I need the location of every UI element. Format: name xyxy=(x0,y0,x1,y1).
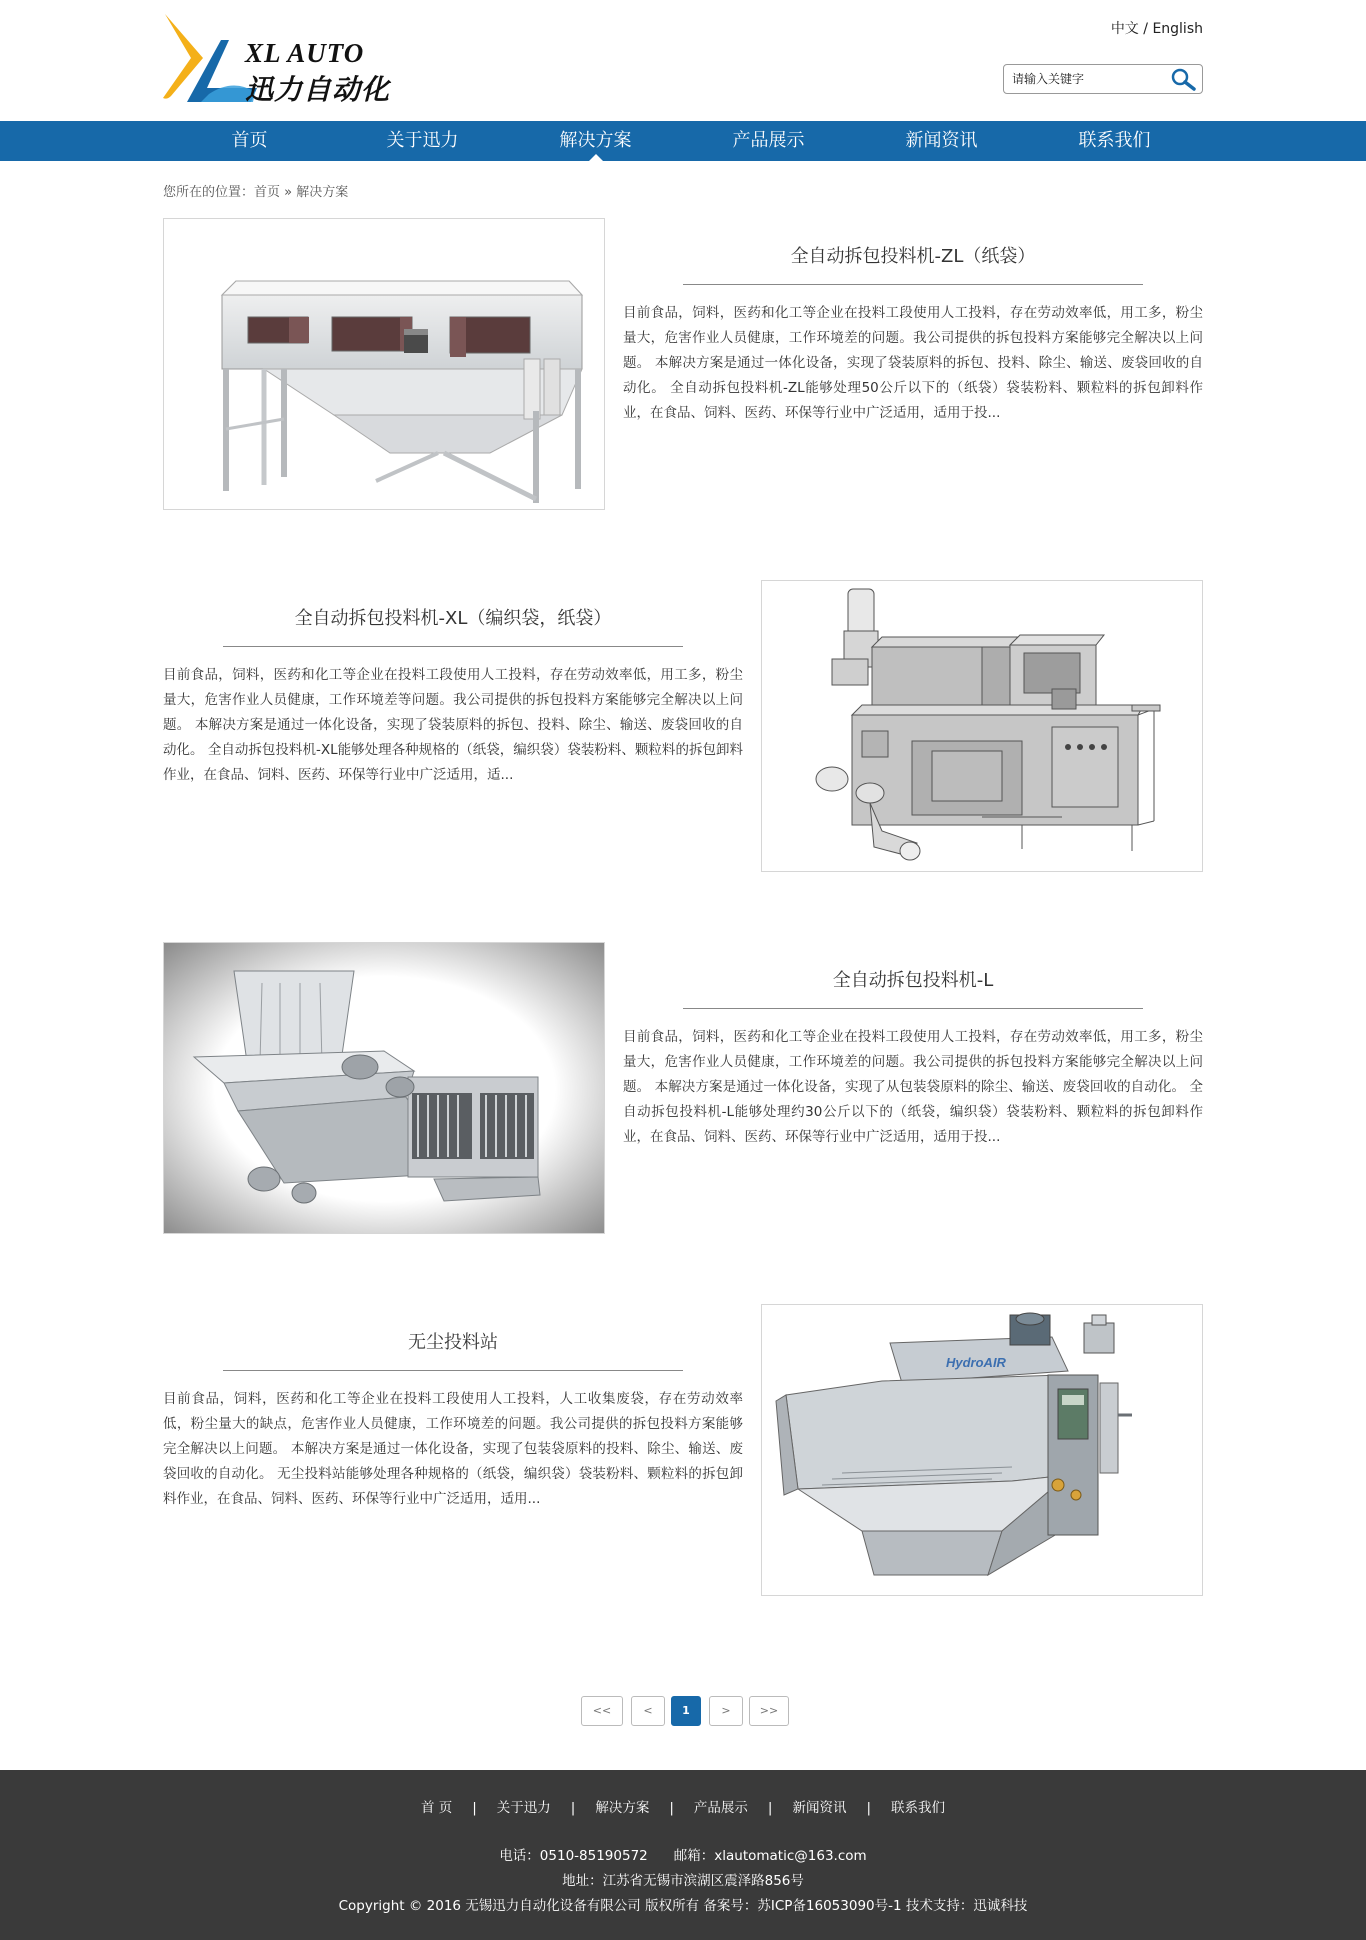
nav-item-solutions[interactable]: 解决方案 xyxy=(509,121,682,161)
footer-separator: | xyxy=(767,1800,773,1816)
solution-description: 目前食品，饲料，医药和化工等企业在投料工段使用人工投料，人工收集废袋，存在劳动效率低，粉尘量大的缺点，危害作业人员健康，工作环境差的问题。我公司提供的拆包投料方案能够完全解决以上问题。 本解决方案是通过一体化设备，实现了包装袋原料的投料、除尘、输送、废袋回收的自动化。 无尘投料站能够处理各种规格的（纸袋，编织袋）袋装粉料、颗粒料的拆包卸料作业，在食品、饲料、医药、环保等行业中广泛适用，适用... xyxy=(163,1391,743,1507)
search-input[interactable] xyxy=(1012,70,1162,88)
site-footer xyxy=(0,1770,1366,1940)
breadcrumb-separator: » xyxy=(280,185,297,200)
solution-item xyxy=(163,218,1203,510)
breadcrumb-prefix: 您所在的位置： xyxy=(163,185,255,200)
footer-contact-line xyxy=(0,1844,1366,1864)
footer-separator: | xyxy=(669,1800,674,1816)
footer-phone: 电话：0510-85190572 xyxy=(499,1848,648,1864)
solution-image[interactable] xyxy=(163,942,605,1234)
language-switch xyxy=(1111,18,1203,38)
machine-zl-illustration xyxy=(164,219,605,510)
page-first-button[interactable]: << xyxy=(581,1696,623,1726)
machine-l-illustration xyxy=(164,943,605,1234)
dust-free-station-illustration xyxy=(762,1305,1203,1596)
solution-text xyxy=(623,218,1203,426)
solution-item xyxy=(163,942,1203,1234)
title-divider xyxy=(683,284,1143,285)
footer-separator: | xyxy=(472,1800,477,1816)
machine-xl-illustration xyxy=(762,581,1203,872)
solution-image[interactable] xyxy=(761,1304,1203,1596)
footer-nav xyxy=(0,1796,1366,1816)
svg-text:HydroAIR: HydroAIR xyxy=(946,1355,1006,1370)
solution-title-link[interactable]: 全自动拆包投料机-L xyxy=(832,970,994,991)
breadcrumb-current: 解决方案 xyxy=(296,185,349,200)
footer-separator: | xyxy=(866,1800,872,1816)
footer-email: 邮箱：xlautomatic@163.com xyxy=(673,1848,867,1864)
footer-separator: | xyxy=(570,1800,576,1816)
search-icon xyxy=(1167,67,1199,91)
solution-title-link[interactable]: 全自动拆包投料机-ZL（纸袋） xyxy=(790,246,1036,267)
logo-text-cn: 迅力自动化 xyxy=(245,73,391,106)
nav-item-home[interactable]: 首页 xyxy=(231,130,268,151)
logo-text-en: XL AUTO xyxy=(245,38,365,68)
footer-link-home[interactable]: 首 页 xyxy=(420,1800,453,1816)
search-button[interactable] xyxy=(1167,67,1199,91)
page-last-button[interactable]: >> xyxy=(749,1696,789,1726)
breadcrumb-home-link[interactable]: 首页 xyxy=(254,185,281,200)
title-divider xyxy=(223,1370,683,1371)
solution-image[interactable] xyxy=(163,218,605,510)
solution-description: 目前食品，饲料，医药和化工等企业在投料工段使用人工投料，存在劳动效率低，用工多，粉尘量大，危害作业人员健康，工作环境差的问题。我公司提供的拆包投料方案能够完全解决以上问题。 本解决方案是通过一体化设备，实现了从包装袋原料的除尘、输送、废袋回收的自动化。 全自动拆包投料机-L能够处理约30公斤以下的（纸袋，编织袋）袋装粉料、颗粒料的拆包卸料作业，在食品、饲料、医药、环保等行业中广泛适用，适用于投... xyxy=(623,1029,1203,1145)
page-prev-button[interactable]: < xyxy=(631,1696,665,1726)
footer-link-about[interactable]: 关于迅力 xyxy=(496,1800,551,1816)
title-divider xyxy=(223,646,683,647)
page-current-button[interactable]: 1 xyxy=(671,1696,701,1726)
solution-item xyxy=(163,1304,1203,1596)
site-header xyxy=(0,0,1366,121)
solution-title-link[interactable]: 全自动拆包投料机-XL（编织袋，纸袋） xyxy=(294,608,612,629)
solution-text xyxy=(163,1304,743,1512)
solution-item xyxy=(163,580,1203,872)
lang-cn-link[interactable]: 中文 xyxy=(1110,21,1139,37)
page-next-button[interactable]: > xyxy=(709,1696,743,1726)
footer-link-products[interactable]: 产品展示 xyxy=(693,1800,748,1816)
footer-link-solutions[interactable]: 解决方案 xyxy=(595,1800,650,1816)
nav-item-news[interactable]: 新闻资讯 xyxy=(905,130,978,151)
footer-copyright: Copyright © 2016 无锡迅力自动化设备有限公司 版权所有 备案号：苏ICP备16053090号-1 技术支持：迅诚科技 xyxy=(338,1898,1028,1914)
footer-link-contact[interactable]: 联系我们 xyxy=(891,1800,946,1816)
solution-description: 目前食品，饲料，医药和化工等企业在投料工段使用人工投料，存在劳动效率低，用工多，粉尘量大，危害作业人员健康，工作环境差等问题。我公司提供的拆包投料方案能够完全解决以上问题。 本解决方案是通过一体化设备，实现了袋装原料的拆包、投料、除尘、输送、废袋回收的自动化。 全自动拆包投料机-XL能够处理各种规格的（纸袋，编织袋）袋装粉料、颗粒料的拆包卸料作业，在食品、饲料、医药、环保等行业中广泛适用，适... xyxy=(163,667,743,783)
solution-description: 目前食品，饲料，医药和化工等企业在投料工段使用人工投料，存在劳动效率低，用工多，粉尘量大，危害作业人员健康，工作环境差的问题。我公司提供的拆包投料方案能够完全解决以上问题。 本解决方案是通过一体化设备，实现了袋装原料的拆包、投料、除尘、输送、废袋回收的自动化。 全自动拆包投料机-ZL能够处理50公斤以下的（纸袋）袋装粉料、颗粒料的拆包卸料作业，在食品、饲料、医药、环保等行业中广泛适用，适用于投... xyxy=(623,305,1203,421)
title-divider xyxy=(683,1008,1143,1009)
nav-item-contact[interactable]: 联系我们 xyxy=(1078,130,1151,151)
lang-separator: / xyxy=(1138,21,1153,37)
company-logo[interactable] xyxy=(163,14,393,108)
solution-text xyxy=(623,942,1203,1150)
solution-text xyxy=(163,580,743,788)
lang-en-link[interactable]: English xyxy=(1152,21,1203,37)
footer-address: 地址：江苏省无锡市滨湖区震泽路856号 xyxy=(562,1873,804,1889)
nav-item-products[interactable]: 产品展示 xyxy=(732,130,805,151)
main-nav xyxy=(0,121,1366,161)
search-box xyxy=(1003,64,1203,94)
nav-item-about[interactable]: 关于迅力 xyxy=(386,130,459,151)
footer-link-news[interactable]: 新闻资讯 xyxy=(792,1800,847,1816)
solution-image[interactable] xyxy=(761,580,1203,872)
breadcrumb xyxy=(163,181,348,200)
solution-title-link[interactable]: 无尘投料站 xyxy=(408,1332,498,1353)
